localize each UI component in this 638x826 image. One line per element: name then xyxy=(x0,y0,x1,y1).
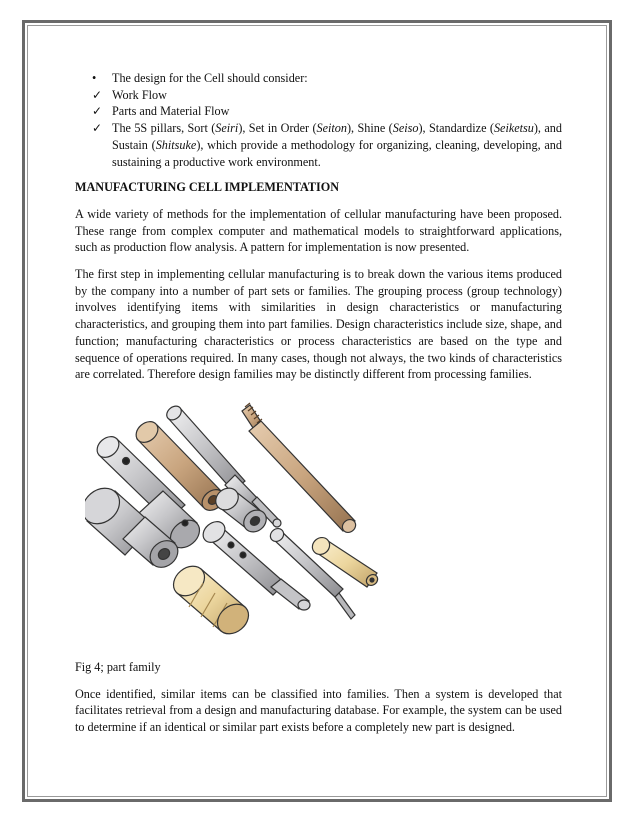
page-content xyxy=(75,70,562,746)
figure-caption: Fig 4; part family xyxy=(75,659,161,674)
bullet-dot-icon: • xyxy=(92,71,97,85)
bullet-text: Parts and Material Flow xyxy=(112,104,230,119)
paragraph-classification: Once identified, similar items can be classified into families. Then a system is developed that facilitates retrieval from a design and manufacturing database. For example, the system can be used to determine if an identical or similar part exists before a completely new part is designed. xyxy=(75,686,562,735)
bullet-text: ), Standardize ( xyxy=(418,121,494,136)
steel-tapered-pin xyxy=(268,526,355,619)
bullet-item xyxy=(75,87,562,104)
bullet-text: ), Shine ( xyxy=(347,121,393,136)
bullet-item xyxy=(75,120,562,170)
bullet-text: ), which provide a methodology for organizing, cleaning, developing, and sustaining a productive work environment. xyxy=(112,137,562,169)
section-heading: MANUFACTURING CELL IMPLEMENTATION xyxy=(75,180,340,195)
paragraph-intro: A wide variety of methods for the implementation of cellular manufacturing have been proposed. These range from complex computer and mathematical models to straightforward applications, such as production flow analysis. A pattern for implementation is now presented. xyxy=(75,206,562,255)
bullet-list xyxy=(75,70,562,170)
part-family-illustration xyxy=(85,393,395,647)
bullet-text: The design for the Cell should consider: xyxy=(112,71,308,85)
bullet-italic-term: Seiri xyxy=(215,121,239,136)
bullet-item xyxy=(75,70,562,87)
bullet-text: The 5S pillars, Sort ( xyxy=(112,121,216,136)
bullet-item xyxy=(75,103,562,120)
checkmark-icon: ✓ xyxy=(92,121,103,136)
bullet-italic-term: Shitsuke xyxy=(155,137,197,152)
bullet-italic-term: Seiketsu xyxy=(493,121,534,136)
bullet-text: Work Flow xyxy=(112,87,167,102)
bullet-italic-term: Seiso xyxy=(392,121,419,136)
bullet-italic-term: Seiton xyxy=(316,121,347,136)
bullet-text: ), and Sustain ( xyxy=(112,121,562,152)
checkmark-icon: ✓ xyxy=(92,87,103,102)
bullet-text: ), Set in Order ( xyxy=(238,121,317,136)
paragraph-first-step: The first step in implementing cellular manufacturing is to break down the various items produced by the company into a number of part sets or families. The grouping process (group technology) involves identifying items with similarities in design characteristics or manufacturing characteristics, and grouping them into part families. Design characteristics include size, shape, and function; manufacturing characteristics or process characteristics are based on the type and sequence of operations required. In many cases, though not always, the two kinds of characteristics are correlated. Therefore design families may be distinctly different from processing families. xyxy=(75,267,562,382)
brass-grooved-cylinder xyxy=(168,560,255,640)
checkmark-icon: ✓ xyxy=(92,104,103,119)
part-family-figure xyxy=(75,393,562,647)
